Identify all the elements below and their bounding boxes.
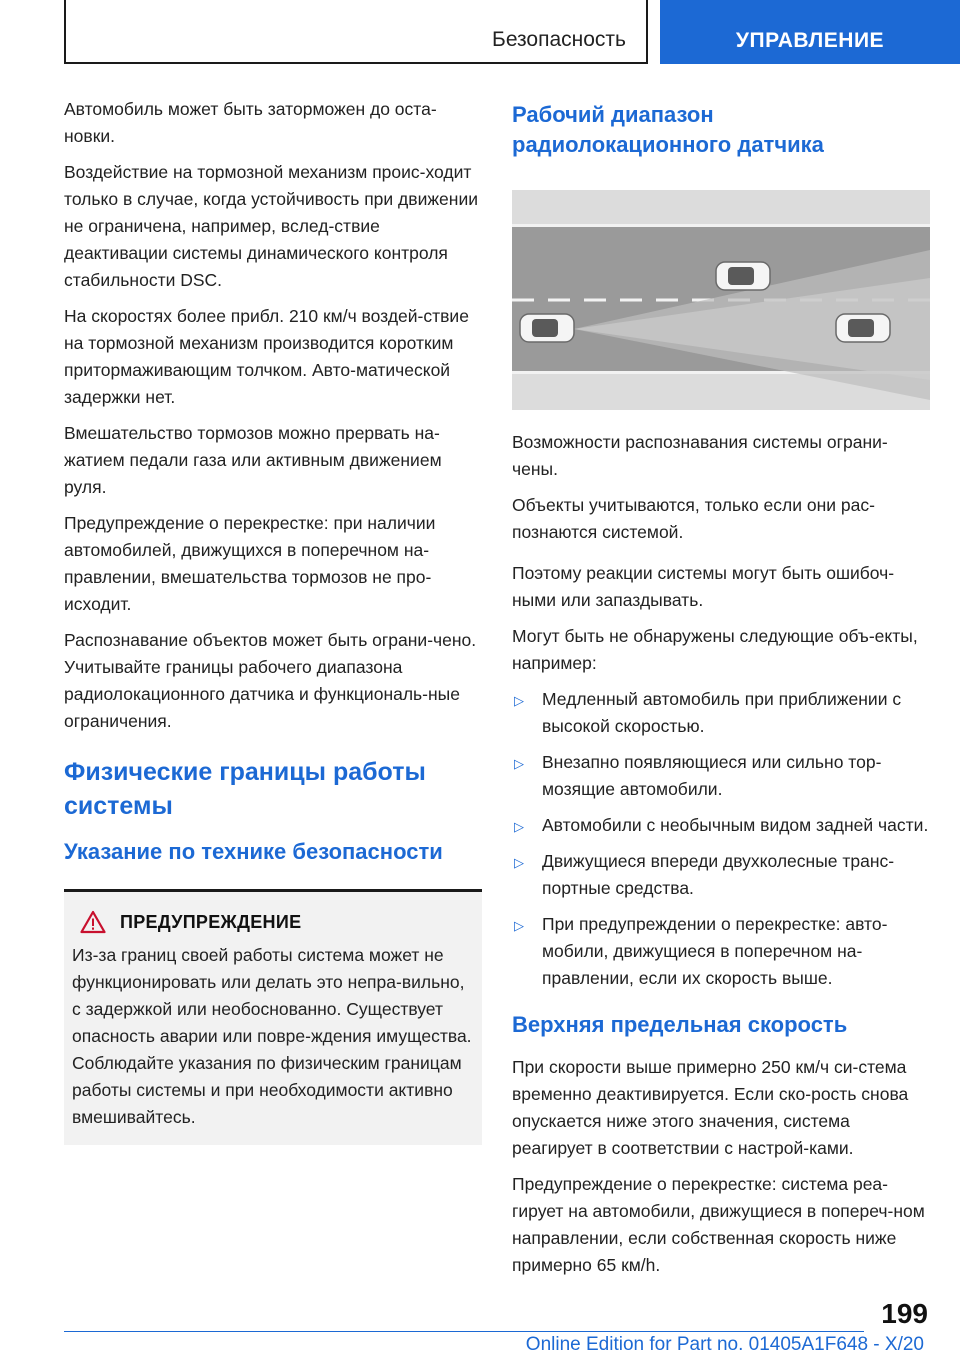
header-section-title: Безопасность	[492, 28, 626, 51]
footer-divider	[64, 1331, 864, 1332]
header-chapter-tab[interactable]: УПРАВЛЕНИЕ	[660, 0, 960, 64]
triangle-bullet-icon: ▷	[514, 855, 524, 870]
left-column	[64, 96, 482, 1145]
paragraph: Поэтому реакции системы могут быть ошибоч-ными или запаздывать.	[512, 563, 895, 610]
paragraph: Автомобиль может быть заторможен до оста-новки.	[64, 99, 437, 146]
triangle-bullet-icon: ▷	[514, 918, 524, 933]
list-item: ▷ При предупреждении о перекрестке: авто-мобили, движущиеся в поперечном на-правлении, если их скорость выше.	[514, 914, 888, 988]
list-item: ▷ Медленный автомобиль при приближении с высокой скоростью.	[514, 689, 902, 736]
undetected-objects-list	[512, 686, 930, 992]
footer-edition: Online Edition for Part no. 01405A1F648 - X/20	[525, 1334, 924, 1355]
paragraph: Могут быть не обнаружены следующие объ-екты, например:	[512, 626, 918, 673]
warning-header	[72, 910, 474, 934]
page-number: 199	[881, 1298, 928, 1329]
list-item: ▷ Движущиеся впереди двухколесные транс-портные средства.	[514, 851, 895, 898]
paragraph: Вмешательство тормозов можно прервать на-жатием педали газа или активным движением руля.	[64, 423, 442, 497]
paragraph: Распознавание объектов может быть ограни-чено. Учитывайте границы рабочего диапазона радиолокационного датчика и функциональ-ные ограничения.	[64, 630, 477, 731]
radar-range-illustration	[512, 190, 930, 410]
triangle-bullet-icon: ▷	[514, 756, 524, 771]
triangle-bullet-icon: ▷	[514, 819, 524, 834]
paragraph: На скоростях более прибл. 210 км/ч воздей-ствие на тормозной механизм производится коротким притормаживающим толчком. Авто-матической задержки нет.	[64, 306, 469, 407]
section-heading-radar-range: Рабочий диапазон радиолокационного датчика	[512, 102, 824, 157]
section-heading-limits: Физические границы работы системы	[64, 758, 426, 820]
header-left-frame	[64, 0, 648, 64]
paragraph: Воздействие на тормозной механизм проис-ходит только в случае, когда устойчивость при движении не ограничена, например, вслед-ствие деактивации системы динамического контроля стабильности DSC.	[64, 162, 478, 290]
warning-title: ПРЕДУПРЕЖДЕНИЕ	[120, 911, 302, 932]
paragraph: Предупреждение о перекрестке: система реа-гирует на автомобили, движущиеся в попереч-ном направлении, если собственная скорость ниже примерно 65 км/h.	[512, 1174, 925, 1275]
car-icon	[520, 314, 574, 342]
paragraph: Объекты учитываются, только если они рас-познаются системой.	[512, 495, 875, 542]
list-item: ▷ Внезапно появляющиеся или сильно тор-мозящие автомобили.	[514, 752, 882, 799]
triangle-bullet-icon: ▷	[514, 693, 524, 708]
paragraph: Возможности распознавания системы ограни-чены.	[512, 432, 888, 479]
warning-triangle-icon	[80, 910, 106, 934]
right-column	[512, 96, 930, 1288]
list-item: ▷ Автомобили с необычным видом задней части.	[512, 812, 930, 839]
warning-text: Из-за границ своей работы система может не функционировать или делать это непра-вильно, с задержкой или необоснованно. Существует опасность аварии или повре-ждения имущества. Соблюдайте указания по физическим границам работы системы и при необходимости активно вмешивайтесь.	[72, 945, 472, 1127]
subsection-heading-safety: Указание по технике безопасности	[64, 839, 443, 864]
paragraph: Предупреждение о перекрестке: при наличии автомобилей, движущихся в поперечном на-правлении, вмешательства тормозов не про-исходит.	[64, 513, 436, 614]
warning-box	[64, 889, 482, 1145]
paragraph: При скорости выше примерно 250 км/ч си-стема временно деактивируется. Если ско-рость снова опускается ниже этого значения, система реагирует в соответствии с настрой-ками.	[512, 1057, 909, 1158]
car-icon	[716, 262, 770, 290]
subsection-heading-speed-limit: Верхняя предельная скорость	[512, 1012, 848, 1037]
car-icon	[836, 314, 890, 342]
